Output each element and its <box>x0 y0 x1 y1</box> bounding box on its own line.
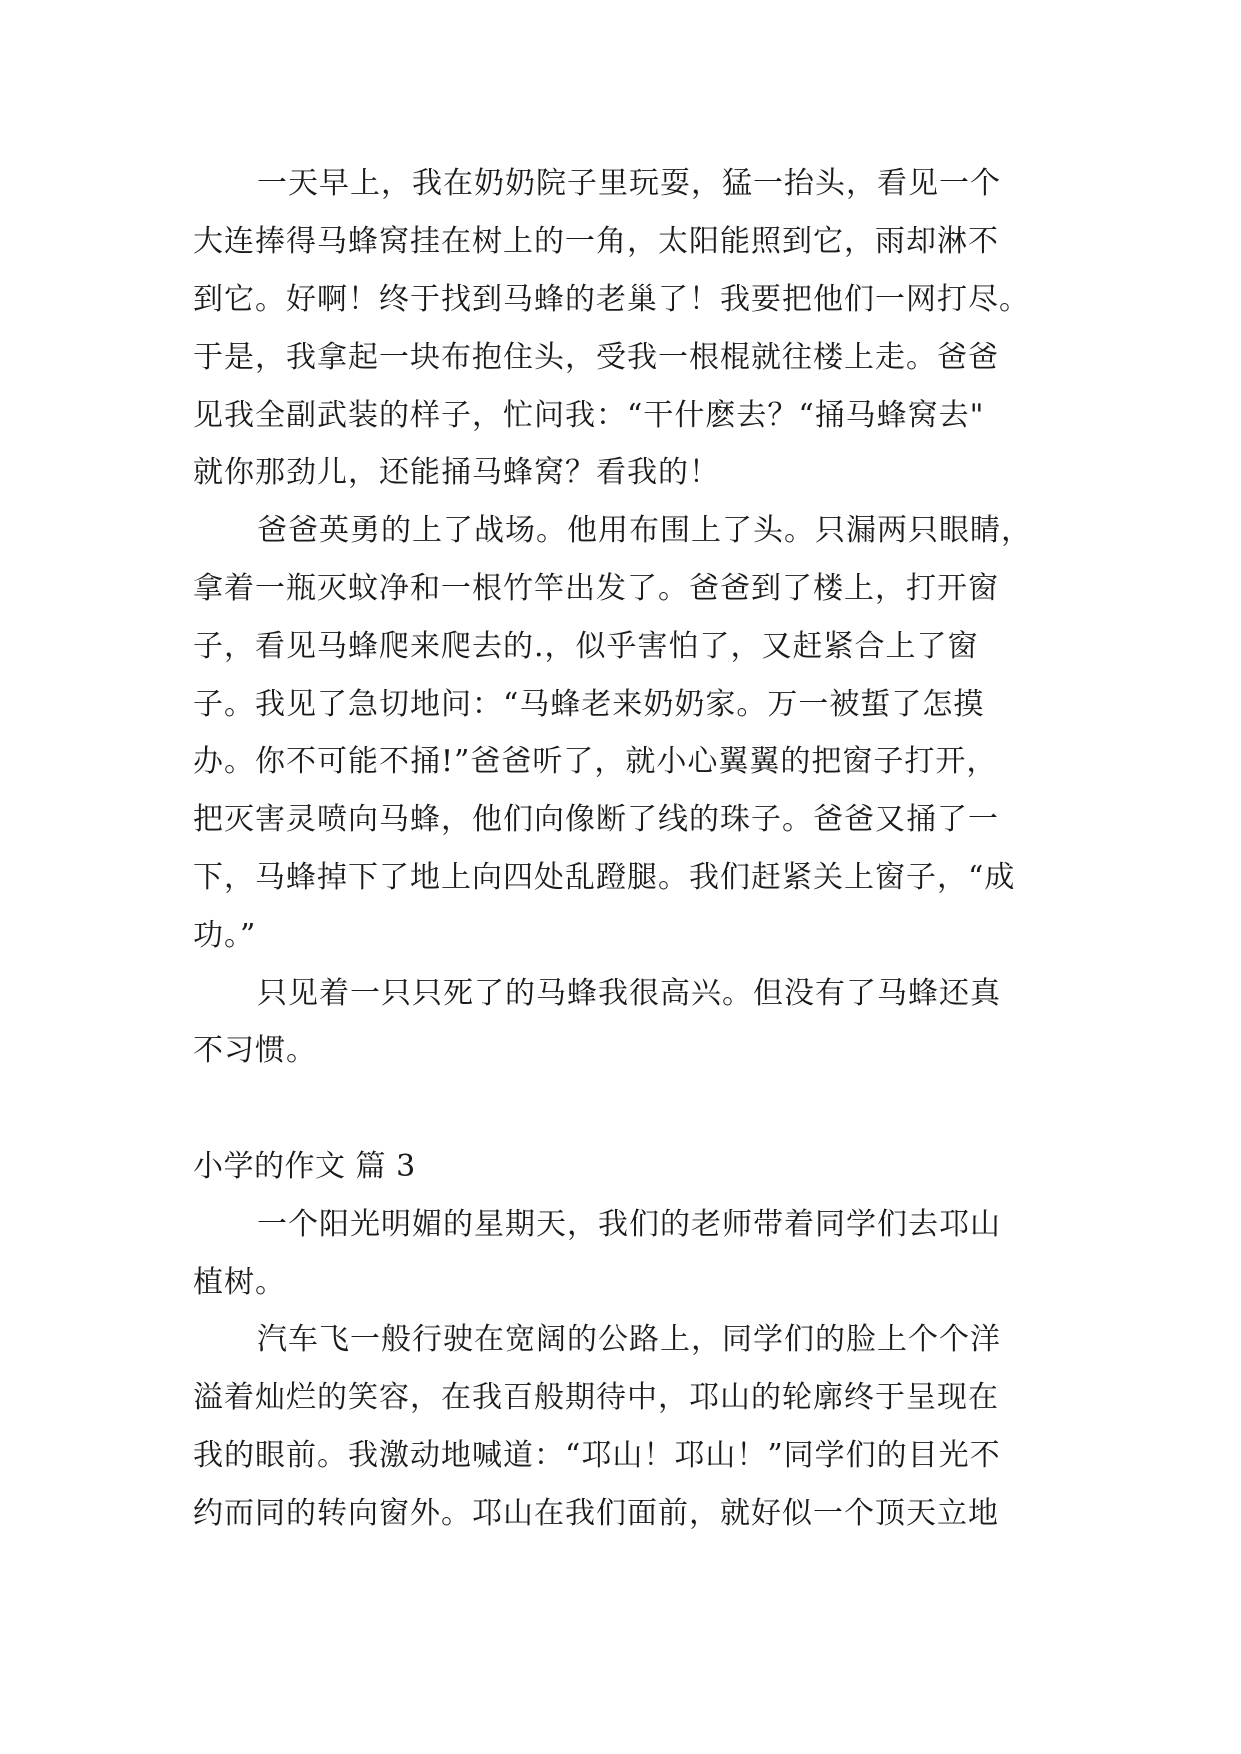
paragraph-line: 约而同的转向窗外。邛山在我们面前，就好似一个顶天立地 <box>193 1496 999 1531</box>
paragraph-line: 把灭害灵喷向马蜂，他们向像断了线的珠子。爸爸又捅了一 <box>193 802 999 837</box>
paragraph-line: 见我全副武装的样子，忙问我：“干什麽去？“捅马蜂窝去" <box>193 398 985 433</box>
paragraph-line: 只见着一只只死了的马蜂我很高兴。但没有了马蜂还真 <box>257 976 1001 1011</box>
paragraph-line: 子，看见马蜂爬来爬去的.，似乎害怕了，又赶紧合上了窗 <box>193 629 979 664</box>
paragraph-line: 就你那劲儿，还能捅马蜂窝？看我的！ <box>193 455 720 490</box>
paragraph-line: 于是，我拿起一块布抱住头，受我一根棍就往楼上走。爸爸 <box>193 340 999 375</box>
paragraph-line: 下，马蜂掉下了地上向四处乱蹬腿。我们赶紧关上窗子，“成 <box>193 860 1016 895</box>
paragraph-line: 功。” <box>193 918 257 953</box>
section-title: 小学的作文 篇 3 <box>193 1149 416 1184</box>
paragraph-line: 一天早上，我在奶奶院子里玩耍，猛一抬头，看见一个 <box>257 166 1001 201</box>
paragraph-line: 拿着一瓶灭蚊净和一根竹竿出发了。爸爸到了楼上，打开窗 <box>193 571 999 606</box>
paragraph-line: 到它。好啊！终于找到马蜂的老巢了！我要把他们一网打尽。 <box>193 282 1030 317</box>
paragraph-line: 植树。 <box>193 1265 286 1300</box>
paragraph-line: 大连捧得马蜂窝挂在树上的一角，太阳能照到它，雨却淋不 <box>193 224 999 259</box>
paragraph-line: 溢着灿烂的笑容，在我百般期待中，邛山的轮廓终于呈现在 <box>193 1380 999 1415</box>
paragraph-line: 一个阳光明媚的星期天，我们的老师带着同学们去邛山 <box>257 1207 1001 1242</box>
paragraph-line: 办。你不可能不捅!”爸爸听了，就小心翼翼的把窗子打开， <box>193 744 998 779</box>
paragraph-line: 汽车飞一般行驶在宽阔的公路上，同学们的脸上个个洋 <box>257 1322 1001 1357</box>
paragraph-line: 子。我见了急切地问：“马蜂老来奶奶家。万一被蜇了怎摸 <box>193 687 985 722</box>
paragraph-line: 爸爸英勇的上了战场。他用布围上了头。只漏两只眼睛， <box>257 513 1032 548</box>
paragraph-line: 不习惯。 <box>193 1033 317 1068</box>
paragraph-line: 我的眼前。我激动地喊道：“邛山！邛山！”同学们的目光不 <box>193 1438 1001 1473</box>
